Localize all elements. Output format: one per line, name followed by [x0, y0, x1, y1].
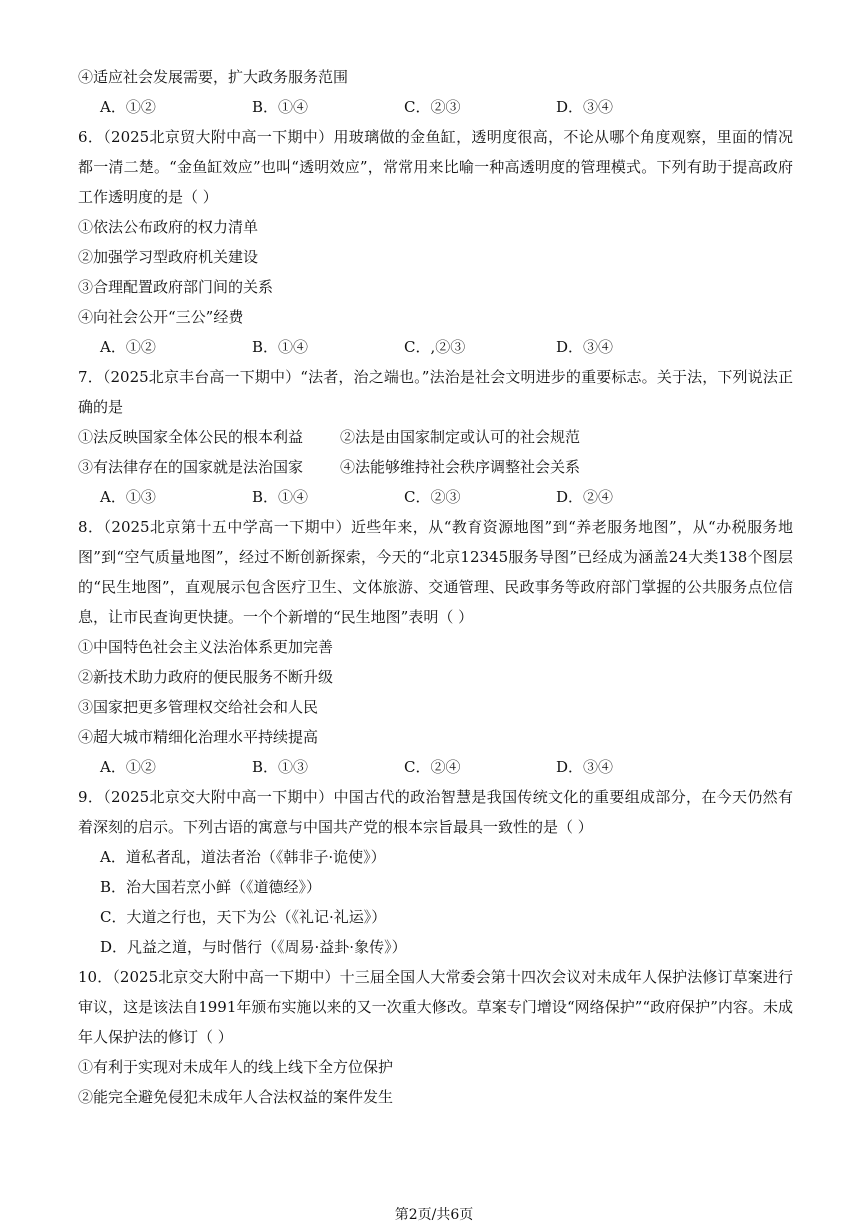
q7-options	[78, 482, 793, 512]
q6-stem: 6．（2025北京贸大附中高一下期中）用玻璃做的金鱼缸，透明度很高，不论从哪个角度观察，里面的情况都一清二楚。“金鱼缸效应”也叫“透明效应”，常常用来比喻一种高透明度的管理模式。下列有助于提高政府工作透明度的是（ ）	[78, 128, 793, 206]
q7-items-row-1	[78, 422, 793, 452]
page-footer: 第2页/共6页	[394, 1207, 474, 1223]
q7-option-b: B．①④	[252, 488, 309, 506]
q7-item-3: ③有法律存在的国家就是法治国家	[78, 458, 304, 476]
q8-stem: 8．（2025北京第十五中学高一下期中）近些年来，从“教育资源地图”到“养老服务地图”，从“办税服务地图”到“空气质量地图”，经过不断创新探索，今天的“北京12345服务导图”已经成为涵盖24大类138个图层的“民生地图”，直观展示包含医疗卫生、文体旅游、交通管理、民政事务等政府部门掌握的公共服务点位信息，让市民查询更快捷。一个个新增的“民生地图”表明（ ）	[78, 518, 793, 626]
q6-item-1: ①依法公布政府的权力清单	[78, 218, 259, 236]
q6-option-a: A．①②	[100, 338, 156, 356]
q8-option-c: C．②④	[404, 758, 461, 776]
q10-item-2: ②能完全避免侵犯未成年人合法权益的案件发生	[78, 1088, 394, 1106]
q9-choice-d: D．凡益之道，与时偕行（《周易·益卦·象传》）	[100, 938, 407, 956]
q9-choice-b: B．治大国若烹小鲜（《道德经》）	[100, 878, 322, 896]
q8-item-3: ③国家把更多管理权交给社会和人民	[78, 698, 319, 716]
q6-item-4: ④向社会公开“三公”经费	[78, 308, 244, 326]
q9-choice-a: A．道私者乱，道法者治（《韩非子·诡使》）	[100, 848, 386, 866]
q5-option-a: A．①②	[100, 98, 156, 116]
q6-option-b: B．①④	[252, 338, 309, 356]
q10-stem: 10．（2025北京交大附中高一下期中）十三届全国人大常委会第十四次会议对未成年人保护法修订草案进行审议，这是该法自1991年颁布实施以来的又一次重大修改。草案专门增设“网络保护”“政府保护”内容。未成年人保护法的修订（ ）	[78, 968, 793, 1046]
q7-item-4: ④法能够维持社会秩序调整社会关系	[340, 458, 581, 476]
q8-option-d: D．③④	[556, 758, 614, 776]
q7-stem: 7．（2025北京丰台高一下期中）“法者，治之端也。”法治是社会文明进步的重要标志。关于法，下列说法正确的是	[78, 368, 793, 416]
q5-option-b: B．①④	[252, 98, 309, 116]
q7-item-1: ①法反映国家全体公民的根本利益	[78, 428, 304, 446]
q7-option-d: D．②④	[556, 488, 614, 506]
q10-item-1: ①有利于实现对未成年人的线上线下全方位保护	[78, 1058, 394, 1076]
q5-options	[78, 92, 793, 122]
q6-item-2: ②加强学习型政府机关建设	[78, 248, 259, 266]
page-content	[78, 62, 793, 1112]
q5-option-d: D．③④	[556, 98, 614, 116]
q7-item-2: ②法是由国家制定或认可的社会规范	[340, 428, 581, 446]
q6-option-d: D．③④	[556, 338, 614, 356]
q8-item-4: ④超大城市精细化治理水平持续提高	[78, 728, 319, 746]
q7-items-row-2	[78, 452, 793, 482]
q8-item-2: ②新技术助力政府的便民服务不断升级	[78, 668, 334, 686]
q6-options	[78, 332, 793, 362]
q7-option-c: C．②③	[404, 488, 461, 506]
q5-item-4: ④适应社会发展需要，扩大政务服务范围	[78, 68, 349, 86]
q6-item-3: ③合理配置政府部门间的关系	[78, 278, 274, 296]
q8-item-1: ①中国特色社会主义法治体系更加完善	[78, 638, 334, 656]
q8-option-a: A．①②	[100, 758, 156, 776]
q9-stem: 9．（2025北京交大附中高一下期中）中国古代的政治智慧是我国传统文化的重要组成部分，在今天仍然有着深刻的启示。下列古语的寓意与中国共产党的根本宗旨最具一致性的是（ ）	[78, 788, 793, 836]
q9-choice-c: C．大道之行也，天下为公（《礼记·礼运》）	[100, 908, 387, 926]
q6-option-c: C．,②③	[404, 338, 466, 356]
q5-option-c: C．②③	[404, 98, 461, 116]
q8-option-b: B．①③	[252, 758, 309, 776]
q8-options	[78, 752, 793, 782]
q7-option-a: A．①③	[100, 488, 156, 506]
